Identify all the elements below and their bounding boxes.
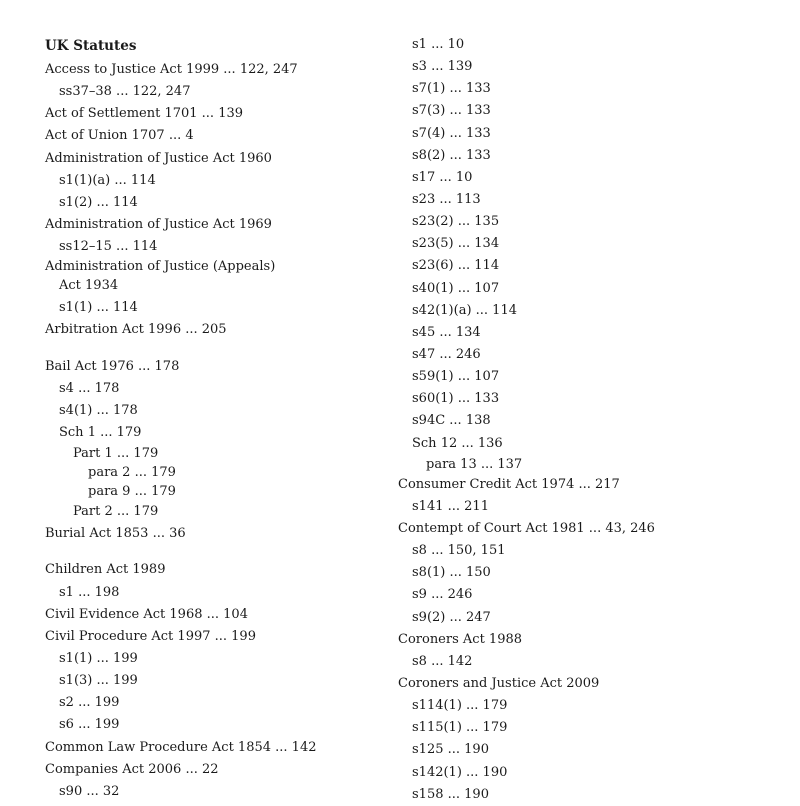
index-subentry: s1(2) ... 114 [59, 194, 138, 210]
index-entry: Administration of Justice (Appeals) [45, 259, 276, 275]
index-subentry: s23 ... 113 [412, 191, 481, 207]
index-entry: Coroners and Justice Act 2009 [398, 675, 600, 691]
index-subentry: s90 ... 32 [59, 783, 120, 799]
index-subentry: ss37–38 ... 122, 247 [59, 84, 191, 100]
index-subentry: s1 ... 10 [412, 37, 465, 52]
index-entry: Civil Procedure Act 1997 ... 199 [45, 628, 256, 644]
letter-group-gap [45, 545, 380, 559]
index-subentry: ss12–15 ... 114 [59, 239, 158, 255]
index-subentry: s7(3) ... 133 [412, 103, 491, 119]
index-subentry: s60(1) ... 133 [412, 391, 500, 407]
index-subentry: s158 ... 190 [412, 786, 489, 802]
index-entry: Act of Union 1707 ... 4 [45, 128, 194, 144]
index-column-right [398, 34, 768, 806]
index-subentry: s59(1) ... 107 [412, 369, 500, 385]
index-entry: Access to Justice Act 1999 ... 122, 247 [45, 62, 298, 77]
index-subentry: s40(1) ... 107 [412, 280, 500, 296]
index-subentry: s23(5) ... 134 [412, 236, 500, 252]
index-subentry: s47 ... 246 [412, 346, 481, 362]
index-subentry: s1(1) ... 199 [59, 650, 138, 666]
index-entry: Contempt of Court Act 1981 ... 43, 246 [398, 520, 655, 536]
index-subentry: s17 ... 10 [412, 169, 473, 185]
index-subentry: s4 ... 178 [59, 380, 120, 396]
index-subentry: s8 ... 150, 151 [412, 543, 506, 559]
index-subentry: s142(1) ... 190 [412, 764, 508, 780]
index-entry-continuation: Act 1934 [59, 278, 119, 294]
index-entry: Consumer Credit Act 1974 ... 217 [398, 476, 620, 492]
index-subentry: s7(1) ... 133 [412, 81, 491, 97]
index-subentry: s3 ... 139 [412, 59, 473, 75]
index-subentry: para 2 ... 179 [88, 465, 176, 481]
index-subentry: s141 ... 211 [412, 498, 489, 514]
letter-group-gap [45, 342, 380, 356]
index-subentry: s4(1) ... 178 [59, 402, 138, 418]
index-subentry: s8 ... 142 [412, 653, 473, 669]
index-entry: Coroners Act 1988 [398, 631, 523, 647]
index-entry: Bail Act 1976 ... 178 [45, 358, 180, 374]
index-subentry: s1(1) ... 114 [59, 300, 138, 316]
index-subentry: s125 ... 190 [412, 742, 489, 758]
index-entry: Burial Act 1853 ... 36 [45, 526, 186, 542]
index-column-left [45, 34, 380, 803]
index-subentry: s7(4) ... 133 [412, 125, 491, 141]
index-entry: Arbitration Act 1996 ... 205 [45, 322, 227, 338]
index-subentry: s1(1)(a) ... 114 [59, 172, 156, 188]
index-subentry: s2 ... 199 [59, 695, 120, 711]
index-subentry: s114(1) ... 179 [412, 698, 508, 714]
index-subentry: Part 2 ... 179 [73, 504, 159, 520]
index-subentry: s42(1)(a) ... 114 [412, 302, 517, 318]
index-entry: Civil Evidence Act 1968 ... 104 [45, 606, 248, 622]
index-entry: Children Act 1989 [45, 562, 166, 578]
index-subentry: s94C ... 138 [412, 413, 491, 429]
index-subentry: Sch 1 ... 179 [59, 424, 142, 440]
index-subentry: s8(2) ... 133 [412, 147, 491, 163]
index-subentry: s115(1) ... 179 [412, 720, 508, 736]
index-entry: Administration of Justice Act 1969 [45, 216, 272, 232]
index-subentry: para 9 ... 179 [88, 484, 176, 500]
index-subentry: Part 1 ... 179 [73, 446, 159, 462]
index-subentry: s45 ... 134 [412, 324, 481, 340]
index-entry: Companies Act 2006 ... 22 [45, 761, 219, 777]
index-subentry: s9 ... 246 [412, 587, 473, 603]
index-subentry: s9(2) ... 247 [412, 609, 491, 625]
index-entry: Administration of Justice Act 1960 [45, 150, 272, 166]
index-subentry: s23(2) ... 135 [412, 214, 500, 230]
index-subentry: s23(6) ... 114 [412, 258, 500, 274]
index-subentry: s1 ... 198 [59, 584, 120, 600]
index-subentry: s1(3) ... 199 [59, 673, 138, 689]
index-subentry: para 13 ... 137 [426, 456, 523, 472]
index-entry: Act of Settlement 1701 ... 139 [45, 106, 244, 122]
index-entry: Common Law Procedure Act 1854 ... 142 [45, 739, 317, 755]
section-heading: UK Statutes [45, 38, 137, 54]
index-subentry: s8(1) ... 150 [412, 565, 491, 581]
index-subentry: Sch 12 ... 136 [412, 435, 503, 451]
index-subentry: s6 ... 199 [59, 717, 120, 733]
